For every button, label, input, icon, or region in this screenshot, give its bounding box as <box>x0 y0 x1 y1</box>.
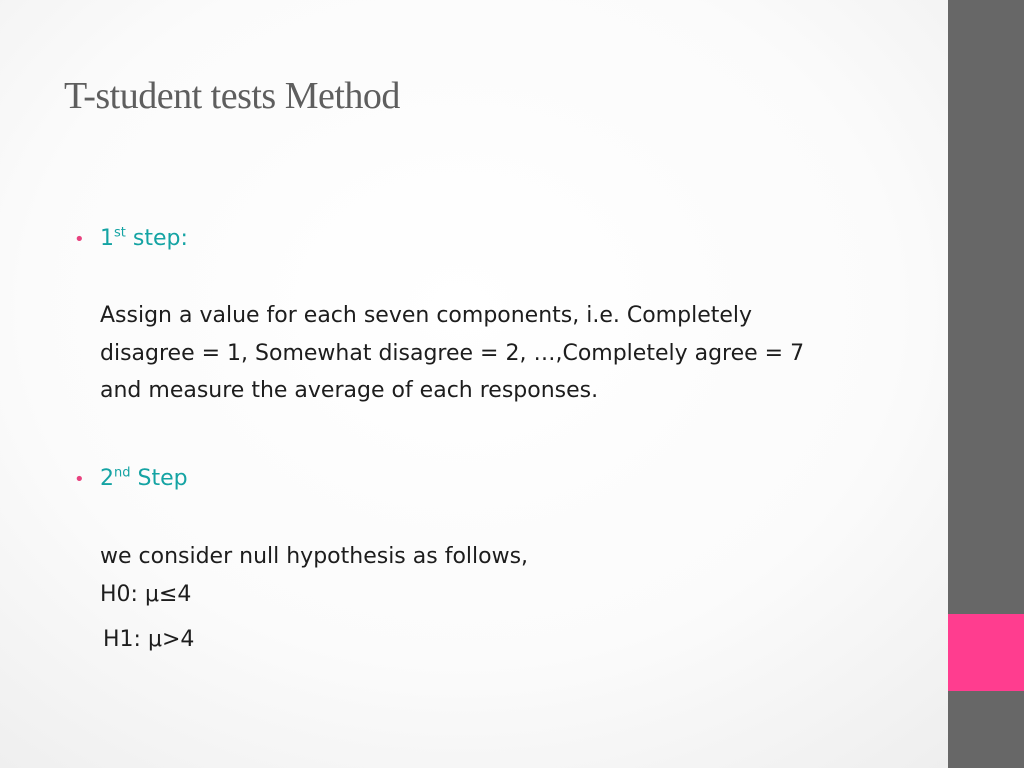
step-1-line: Assign a value for each seven components, i.e. Completely <box>100 303 753 328</box>
step-1-suffix: st <box>114 225 126 241</box>
step-1-line: and measure the average of each responses. <box>100 378 599 403</box>
bullet-step-1 <box>74 226 188 251</box>
step-1-heading <box>100 226 188 251</box>
step-1-number: 1 <box>100 226 114 251</box>
bullet-dot-icon: • <box>74 229 85 250</box>
step-2-line: H0: μ≤4 <box>100 581 192 607</box>
step-2-body <box>100 538 900 613</box>
bullet-step-2 <box>74 466 188 491</box>
bullet-dot-icon: • <box>74 469 85 490</box>
hypothesis-h1: H1: μ>4 <box>103 627 195 652</box>
step-2-label: Step <box>130 466 188 491</box>
step-1-body <box>100 297 900 410</box>
step-2-extra-line <box>103 621 903 659</box>
sidebar-accent-block <box>948 614 1024 691</box>
step-2-heading <box>100 466 188 491</box>
step-1-label: step: <box>125 226 188 251</box>
step-2-suffix: nd <box>114 465 131 481</box>
sidebar-band <box>948 0 1024 768</box>
step-2-line: we consider null hypothesis as follows, <box>100 544 529 569</box>
step-1-line: disagree = 1, Somewhat disagree = 2, …,Completely agree = 7 <box>100 340 805 366</box>
slide-title: T-student tests Method <box>64 75 400 117</box>
step-2-number: 2 <box>100 466 114 491</box>
